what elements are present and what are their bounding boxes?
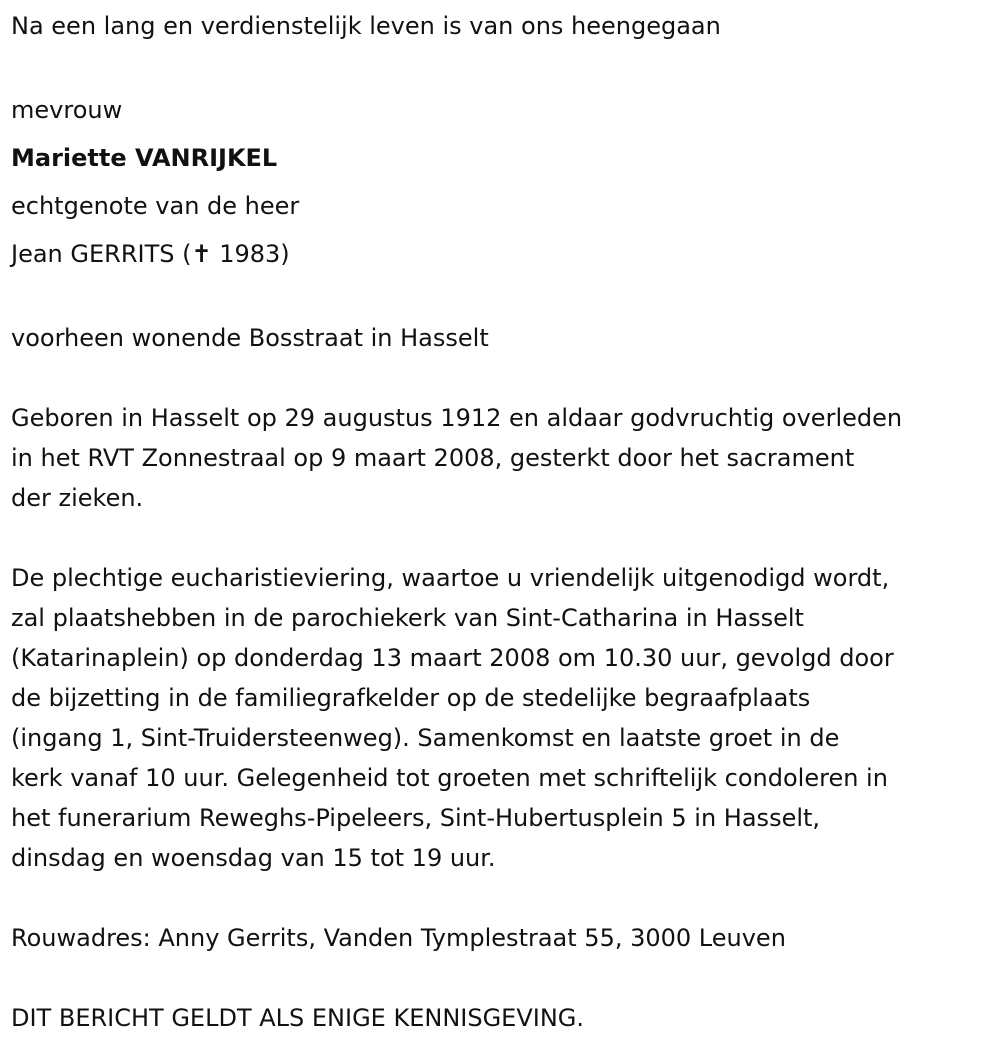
spacer	[11, 958, 1000, 998]
spacer	[11, 278, 1000, 318]
paragraph-line: der zieken.	[11, 484, 144, 512]
spacer	[11, 358, 1000, 398]
birth-death-paragraph	[11, 398, 1000, 518]
paragraph-line: dinsdag en woensdag van 15 tot 19 uur.	[11, 844, 496, 872]
intro-text: Na een lang en verdienstelijk leven is van ons heengegaan	[11, 12, 721, 40]
paragraph-line: zal plaatshebben in de parochiekerk van Sint-Catharina in Hasselt	[11, 604, 804, 632]
former-address: voorheen wonende Bosstraat in Hasselt	[11, 324, 489, 352]
spacer	[11, 46, 1000, 86]
spouse-name: Jean GERRITS (✝ 1983)	[11, 240, 290, 268]
paragraph-line: (ingang 1, Sint-Truidersteenweg). Samenkomst en laatste groet in de	[11, 724, 840, 752]
closing-statement: DIT BERICHT GELDT ALS ENIGE KENNISGEVING.	[11, 1004, 585, 1032]
paragraph-line: Geboren in Hasselt op 29 augustus 1912 en aldaar godvruchtig overleden	[11, 404, 903, 432]
deceased-name: Mariette VANRIJKEL	[11, 144, 278, 172]
title-word: mevrouw	[11, 96, 123, 124]
paragraph-line: de bijzetting in de familiegrafkelder op de stedelijke begraafplaats	[11, 684, 811, 712]
paragraph-line: De plechtige eucharistieviering, waartoe u vriendelijk uitgenodigd wordt,	[11, 564, 890, 592]
spacer	[11, 878, 1000, 918]
paragraph-line: in het RVT Zonnestraal op 9 maart 2008, gesterkt door het sacrament	[11, 444, 855, 472]
paragraph-line: kerk vanaf 10 uur. Gelegenheid tot groeten met schriftelijk condoleren in	[11, 764, 888, 792]
paragraph-line: (Katarinaplein) op donderdag 13 maart 2008 om 10.30 uur, gevolgd door	[11, 644, 894, 672]
spacer	[11, 518, 1000, 558]
mourning-address: Rouwadres: Anny Gerrits, Vanden Tymplestraat 55, 3000 Leuven	[11, 924, 786, 952]
ceremony-paragraph	[11, 558, 1000, 878]
spouse-intro: echtgenote van de heer	[11, 192, 300, 220]
paragraph-line: het funerarium Reweghs-Pipeleers, Sint-Hubertusplein 5 in Hasselt,	[11, 804, 821, 832]
